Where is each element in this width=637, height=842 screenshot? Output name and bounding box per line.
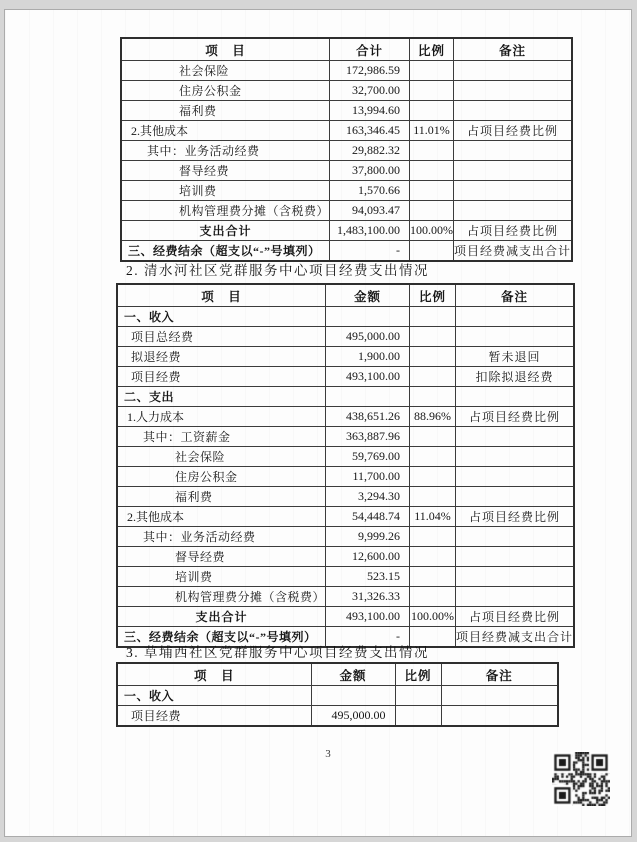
row-label: 三、经费结余（超支以“-”号填列）: [121, 241, 330, 262]
column-header: 项 目: [117, 663, 311, 686]
column-header: 合计: [330, 38, 410, 61]
amount-cell: [326, 307, 410, 327]
column-header: 备注: [454, 38, 573, 61]
amount-cell: 495,000.00: [326, 327, 410, 347]
table-row: [121, 81, 572, 101]
row-label: 培训费: [121, 181, 330, 201]
row-label: 其中：业务活动经费: [121, 141, 330, 161]
table-row: [117, 447, 574, 467]
row-label: 1.人力成本: [117, 407, 326, 427]
table-row: [117, 587, 574, 607]
amount-cell: 495,000.00: [311, 706, 395, 727]
note-cell: [456, 527, 575, 547]
note-cell: [456, 447, 575, 467]
column-header: 项 目: [117, 284, 326, 307]
table-row: [121, 201, 572, 221]
row-label: 支出合计: [121, 221, 330, 241]
table-row: [117, 507, 574, 527]
row-label: 一、收入: [117, 686, 311, 706]
table-row: [117, 527, 574, 547]
row-label: 项目经费: [117, 367, 326, 387]
ratio-cell: 11.04%: [410, 507, 456, 527]
note-cell: 暂未退回: [456, 347, 575, 367]
table-row: [121, 181, 572, 201]
note-cell: 占项目经费比例: [456, 407, 575, 427]
table-row: [121, 141, 572, 161]
table-row: [121, 221, 572, 241]
row-label: 督导经费: [121, 161, 330, 181]
ratio-cell: [410, 487, 456, 507]
ratio-cell: [410, 81, 454, 101]
ratio-cell: [395, 686, 441, 706]
table-row: [121, 121, 572, 141]
amount-cell: [326, 387, 410, 407]
table-row: [117, 327, 574, 347]
row-label: 督导经费: [117, 547, 326, 567]
note-cell: [454, 161, 573, 181]
amount-cell: 363,887.96: [326, 427, 410, 447]
ratio-cell: 88.96%: [410, 407, 456, 427]
ratio-cell: [410, 141, 454, 161]
amount-cell: 493,100.00: [326, 607, 410, 627]
header-row: [117, 284, 574, 307]
table-row: [117, 547, 574, 567]
table-row: [117, 487, 574, 507]
ratio-cell: [410, 161, 454, 181]
ratio-cell: [410, 101, 454, 121]
note-cell: [454, 81, 573, 101]
amount-cell: 493,100.00: [326, 367, 410, 387]
table-row: [121, 101, 572, 121]
table-row: [117, 407, 574, 427]
section-heading-qingshuihe: 2. 清水河社区党群服务中心项目经费支出情况: [126, 263, 429, 278]
row-label: 其中：工资薪金: [117, 427, 326, 447]
ratio-cell: [410, 307, 456, 327]
ratio-cell: [410, 241, 454, 262]
expense-table-qingshuihe: [116, 283, 575, 648]
note-cell: 占项目经费比例: [454, 221, 573, 241]
note-cell: 占项目经费比例: [456, 507, 575, 527]
note-cell: [456, 547, 575, 567]
ratio-cell: [410, 181, 454, 201]
table-row: [117, 347, 574, 367]
column-header: 金额: [326, 284, 410, 307]
note-cell: [441, 706, 558, 727]
note-cell: 占项目经费比例: [454, 121, 573, 141]
ratio-cell: 100.00%: [410, 607, 456, 627]
amount-cell: 13,994.60: [330, 101, 410, 121]
amount-cell: 438,651.26: [326, 407, 410, 427]
ratio-cell: [410, 467, 456, 487]
note-cell: [454, 181, 573, 201]
row-label: 2.其他成本: [121, 121, 330, 141]
ratio-cell: [410, 327, 456, 347]
note-cell: [456, 427, 575, 447]
ratio-cell: [395, 706, 441, 727]
row-label: 二、支出: [117, 387, 326, 407]
row-label: 2.其他成本: [117, 507, 326, 527]
row-label: 拟退经费: [117, 347, 326, 367]
row-label: 项目经费: [117, 706, 311, 727]
note-cell: [454, 61, 573, 81]
row-label: 福利费: [121, 101, 330, 121]
column-header: 备注: [456, 284, 575, 307]
amount-cell: 54,448.74: [326, 507, 410, 527]
column-header: 备注: [441, 663, 558, 686]
ratio-cell: [410, 201, 454, 221]
column-header: 金额: [311, 663, 395, 686]
page-number: 3: [325, 748, 331, 760]
note-cell: 项目经费减支出合计: [454, 241, 573, 262]
table-row: [117, 307, 574, 327]
section-heading-caopuxi: 3. 草埔西社区党群服务中心项目经费支出情况: [126, 645, 429, 660]
row-label: 机构管理费分摊（含税费）: [121, 201, 330, 221]
header-row: [121, 38, 572, 61]
note-cell: 项目经费减支出合计: [456, 627, 575, 648]
amount-cell: 3,294.30: [326, 487, 410, 507]
amount-cell: 12,600.00: [326, 547, 410, 567]
row-label: 一、收入: [117, 307, 326, 327]
amount-cell: 32,700.00: [330, 81, 410, 101]
row-label: 社会保险: [121, 61, 330, 81]
note-cell: [456, 387, 575, 407]
note-cell: [456, 487, 575, 507]
table-row: [117, 467, 574, 487]
column-header: 比例: [410, 38, 454, 61]
amount-cell: 59,769.00: [326, 447, 410, 467]
amount-cell: 1,483,100.00: [330, 221, 410, 241]
note-cell: [456, 327, 575, 347]
column-header: 项 目: [121, 38, 330, 61]
table-row: [117, 567, 574, 587]
row-label: 培训费: [117, 567, 326, 587]
note-cell: 扣除拟退经费: [456, 367, 575, 387]
note-cell: [456, 587, 575, 607]
ratio-cell: [410, 347, 456, 367]
ratio-cell: [410, 427, 456, 447]
table-row: [117, 706, 558, 727]
table-row: [117, 607, 574, 627]
note-cell: 占项目经费比例: [456, 607, 575, 627]
note-cell: [454, 141, 573, 161]
ratio-cell: [410, 61, 454, 81]
ratio-cell: 11.01%: [410, 121, 454, 141]
ratio-cell: 100.00%: [410, 221, 454, 241]
table-row: [117, 387, 574, 407]
amount-cell: 163,346.45: [330, 121, 410, 141]
ratio-cell: [410, 547, 456, 567]
amount-cell: -: [326, 627, 410, 648]
table-row: [117, 686, 558, 706]
table-row: [121, 61, 572, 81]
row-label: 住房公积金: [117, 467, 326, 487]
note-cell: [454, 201, 573, 221]
amount-cell: 172,986.59: [330, 61, 410, 81]
amount-cell: 94,093.47: [330, 201, 410, 221]
amount-cell: 1,570.66: [330, 181, 410, 201]
row-label: 三、经费结余（超支以“-”号填列）: [117, 627, 326, 648]
amount-cell: [311, 686, 395, 706]
amount-cell: 523.15: [326, 567, 410, 587]
table-row: [121, 241, 572, 262]
row-label: 福利费: [117, 487, 326, 507]
header-row: [117, 663, 558, 686]
note-cell: [456, 467, 575, 487]
amount-cell: 9,999.26: [326, 527, 410, 547]
row-label: 机构管理费分摊（含税费）: [117, 587, 326, 607]
amount-cell: 29,882.32: [330, 141, 410, 161]
qr-code-icon: [552, 752, 610, 806]
amount-cell: 37,800.00: [330, 161, 410, 181]
ratio-cell: [410, 447, 456, 467]
ratio-cell: [410, 587, 456, 607]
amount-cell: -: [330, 241, 410, 262]
column-header: 比例: [395, 663, 441, 686]
ratio-cell: [410, 387, 456, 407]
row-label: 社会保险: [117, 447, 326, 467]
table-row: [117, 367, 574, 387]
row-label: 其中：业务活动经费: [117, 527, 326, 547]
note-cell: [454, 101, 573, 121]
expense-table-caopuxi: [116, 662, 559, 727]
note-cell: [456, 567, 575, 587]
ratio-cell: [410, 367, 456, 387]
table-row: [117, 427, 574, 447]
row-label: 住房公积金: [121, 81, 330, 101]
ratio-cell: [410, 527, 456, 547]
column-header: 比例: [410, 284, 456, 307]
amount-cell: 31,326.33: [326, 587, 410, 607]
amount-cell: 1,900.00: [326, 347, 410, 367]
amount-cell: 11,700.00: [326, 467, 410, 487]
table-row: [121, 161, 572, 181]
ratio-cell: [410, 567, 456, 587]
note-cell: [456, 307, 575, 327]
expense-table-continued: [120, 37, 573, 262]
row-label: 项目总经费: [117, 327, 326, 347]
note-cell: [441, 686, 558, 706]
row-label: 支出合计: [117, 607, 326, 627]
